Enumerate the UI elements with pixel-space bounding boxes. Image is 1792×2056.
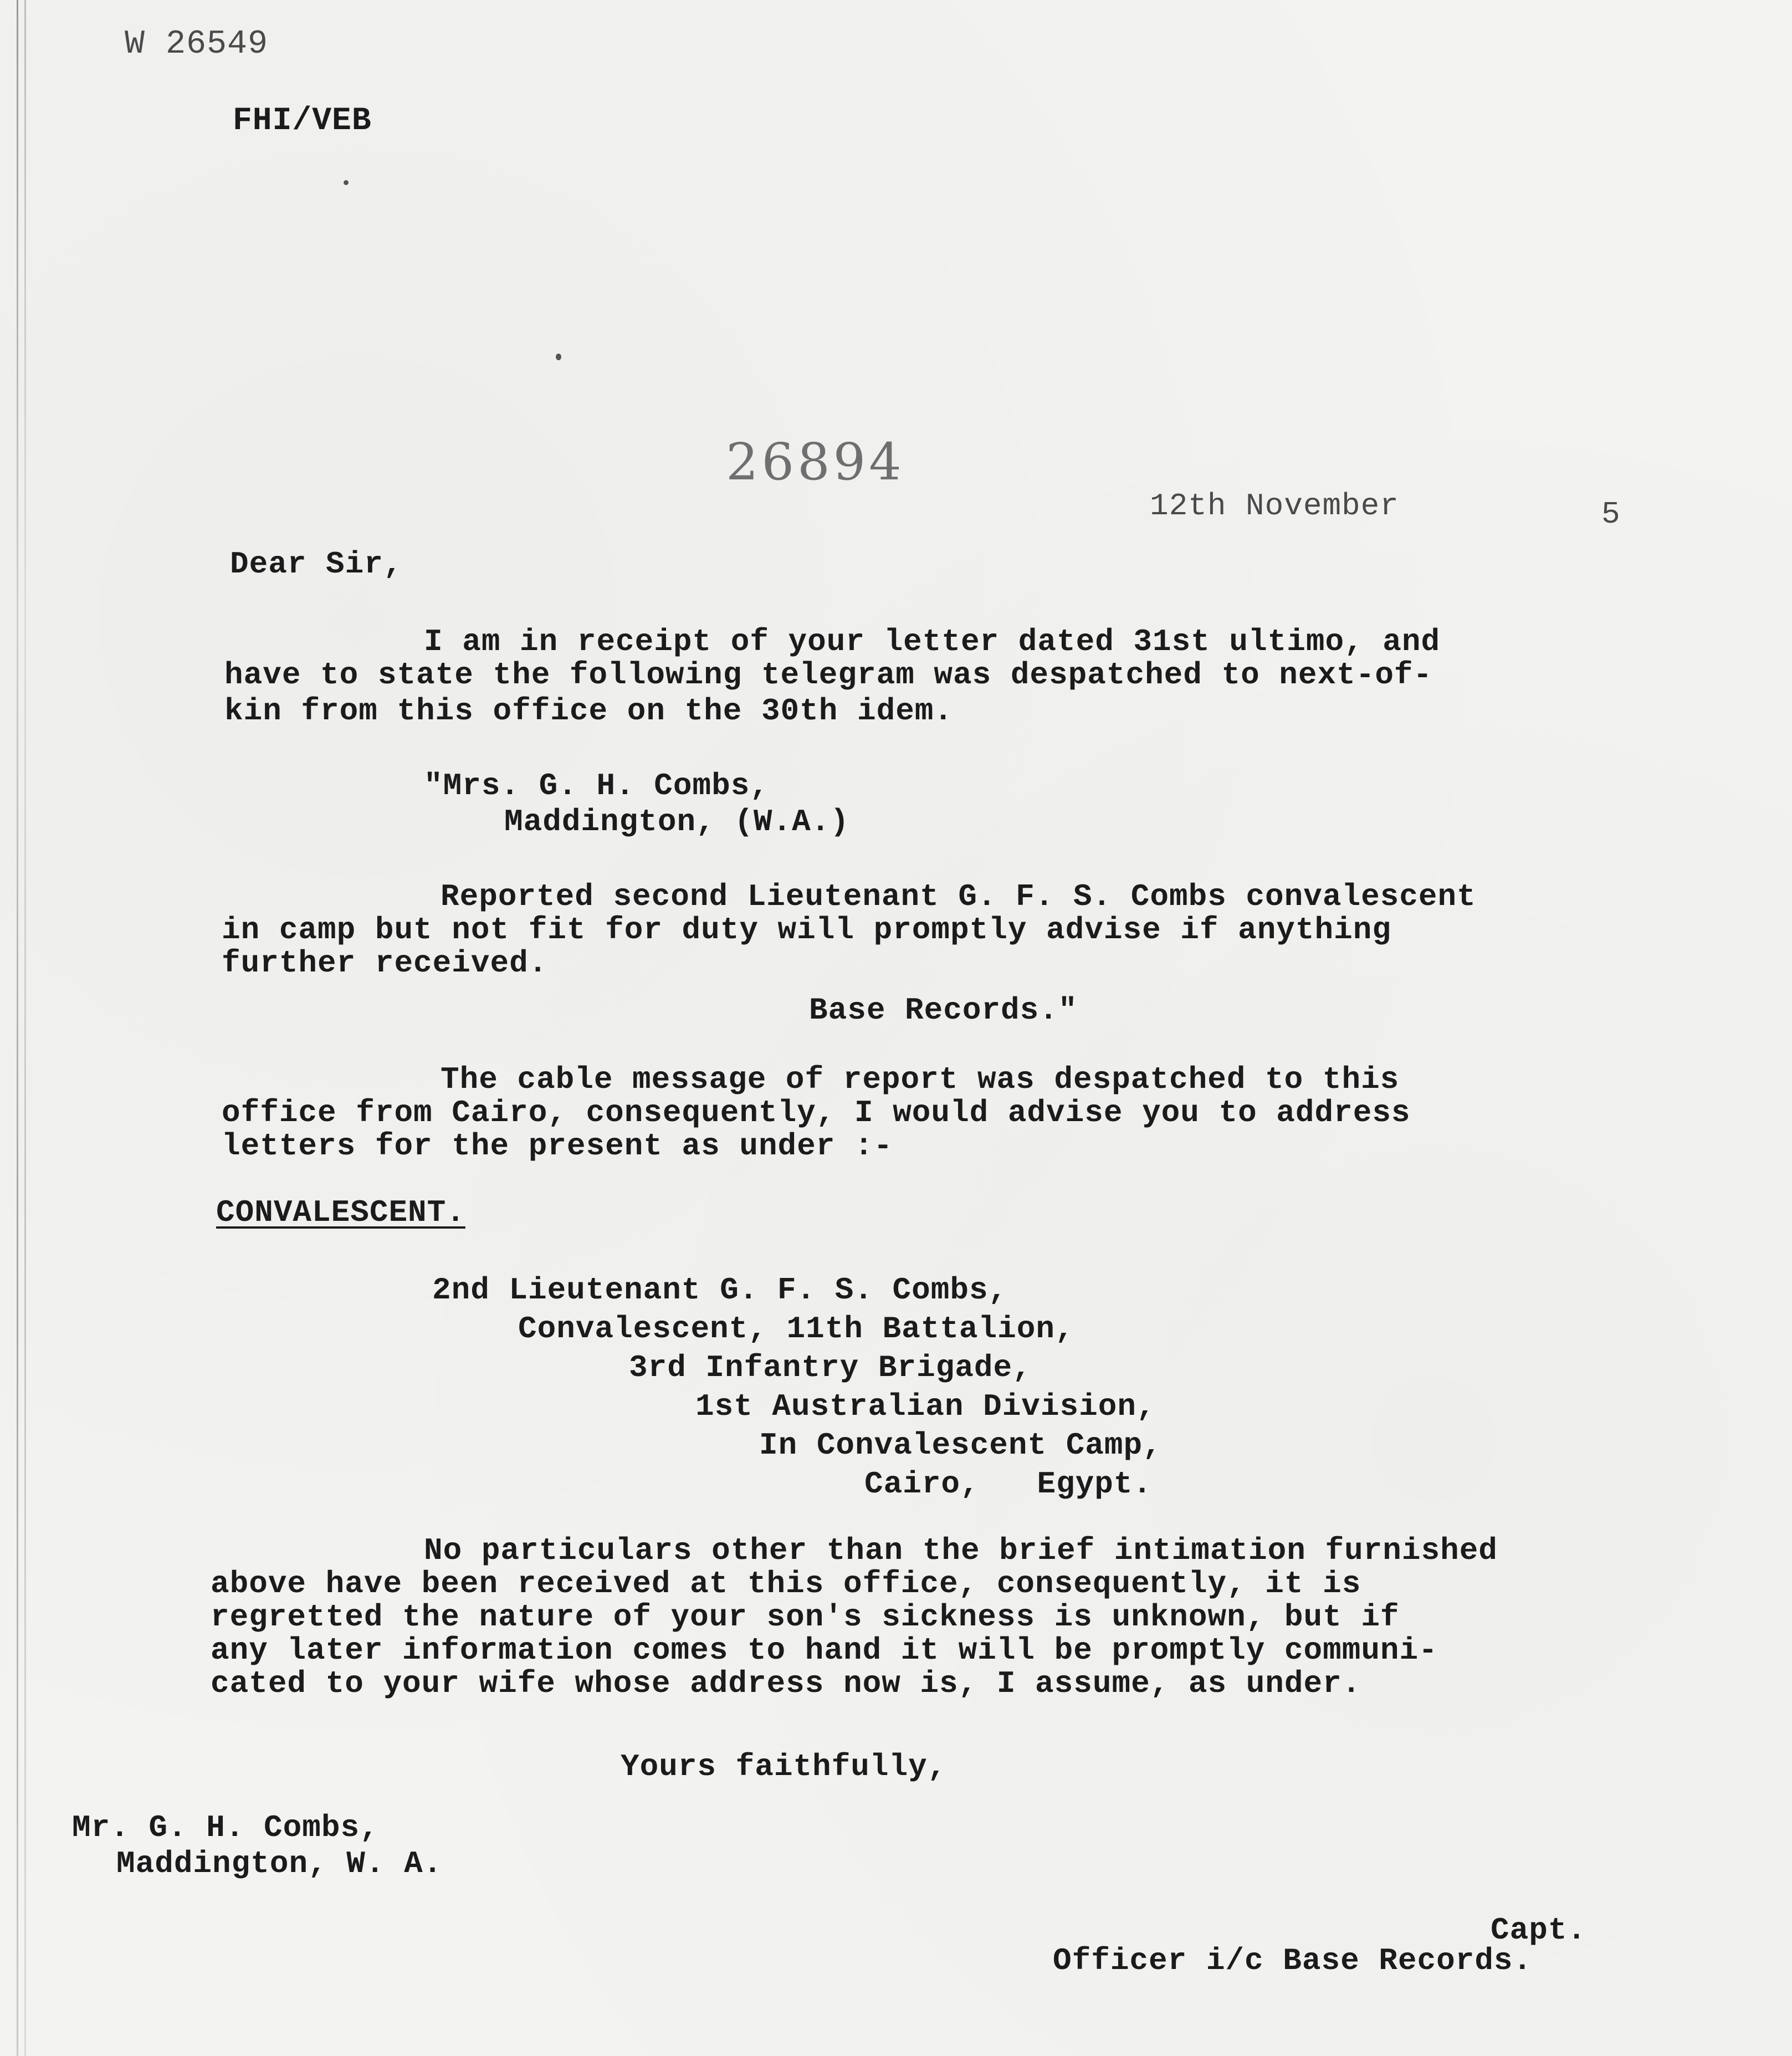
address-line-2: Convalescent, 11th Battalion, xyxy=(518,1311,1074,1347)
telegram-body-line-1: Reported second Lieutenant G. F. S. Combs convalescent xyxy=(441,879,1476,914)
section-heading: CONVALESCENT. xyxy=(216,1195,465,1230)
paragraph-3-line-1: No particulars other than the brief intimation furnished xyxy=(424,1533,1498,1568)
telegram-signature: Base Records." xyxy=(809,993,1078,1028)
registry-number: 26894 xyxy=(726,432,905,492)
paragraph-2-line-3: letters for the present as under :- xyxy=(222,1128,893,1164)
file-number: W 26549 xyxy=(125,25,269,63)
ink-speck xyxy=(344,180,349,185)
recipient-line-2: Maddington, W. A. xyxy=(116,1846,443,1881)
paragraph-3-line-4: any later information comes to hand it will be promptly communi- xyxy=(211,1633,1438,1668)
paragraph-2-line-1: The cable message of report was despatched to this xyxy=(441,1062,1400,1097)
address-line-3: 3rd Infantry Brigade, xyxy=(629,1350,1032,1385)
paragraph-1-line-1: I am in receipt of your letter dated 31st ultimo, and xyxy=(424,624,1441,659)
left-edge-line xyxy=(17,0,18,2056)
letter-year: 5 xyxy=(1601,497,1621,532)
telegram-body-line-3: further received. xyxy=(222,945,548,981)
paragraph-2-line-2: office from Cairo, consequently, I would advise you to address xyxy=(222,1095,1411,1131)
paragraph-3-line-3: regretted the nature of your son's sickness is unknown, but if xyxy=(211,1599,1400,1635)
paragraph-3-line-5: cated to your wife whose address now is, I assume, as under. xyxy=(211,1666,1361,1701)
reference-code: FHI/VEB xyxy=(233,103,372,139)
ink-speck xyxy=(556,354,561,360)
address-line-4: 1st Australian Division, xyxy=(695,1389,1156,1424)
telegram-address-line-1: "Mrs. G. H. Combs, xyxy=(424,768,769,804)
paragraph-1-line-3: kin from this office on the 30th idem. xyxy=(224,693,954,729)
paragraph-1-line-2: have to state the following telegram was despatched to next-of- xyxy=(224,657,1433,693)
signatory-title: Officer i/c Base Records. xyxy=(1053,1943,1533,1978)
letter-date: 12th November xyxy=(1150,488,1399,524)
telegram-body-line-2: in camp but not fit for duty will promptly advise if anything xyxy=(222,912,1391,948)
paragraph-3-line-2: above have been received at this office, consequently, it is xyxy=(211,1566,1361,1602)
telegram-address-line-2: Maddington, (W.A.) xyxy=(504,804,849,840)
address-line-6: Cairo, Egypt. xyxy=(864,1466,1153,1502)
salutation: Dear Sir, xyxy=(230,546,403,582)
recipient-line-1: Mr. G. H. Combs, xyxy=(72,1810,379,1845)
address-line-1: 2nd Lieutenant G. F. S. Combs, xyxy=(432,1272,1008,1308)
left-edge-line-2 xyxy=(24,0,26,2056)
signatory-rank: Capt. xyxy=(1491,1912,1587,1948)
closing: Yours faithfully, xyxy=(621,1749,947,1784)
address-line-5: In Convalescent Camp, xyxy=(759,1428,1162,1463)
